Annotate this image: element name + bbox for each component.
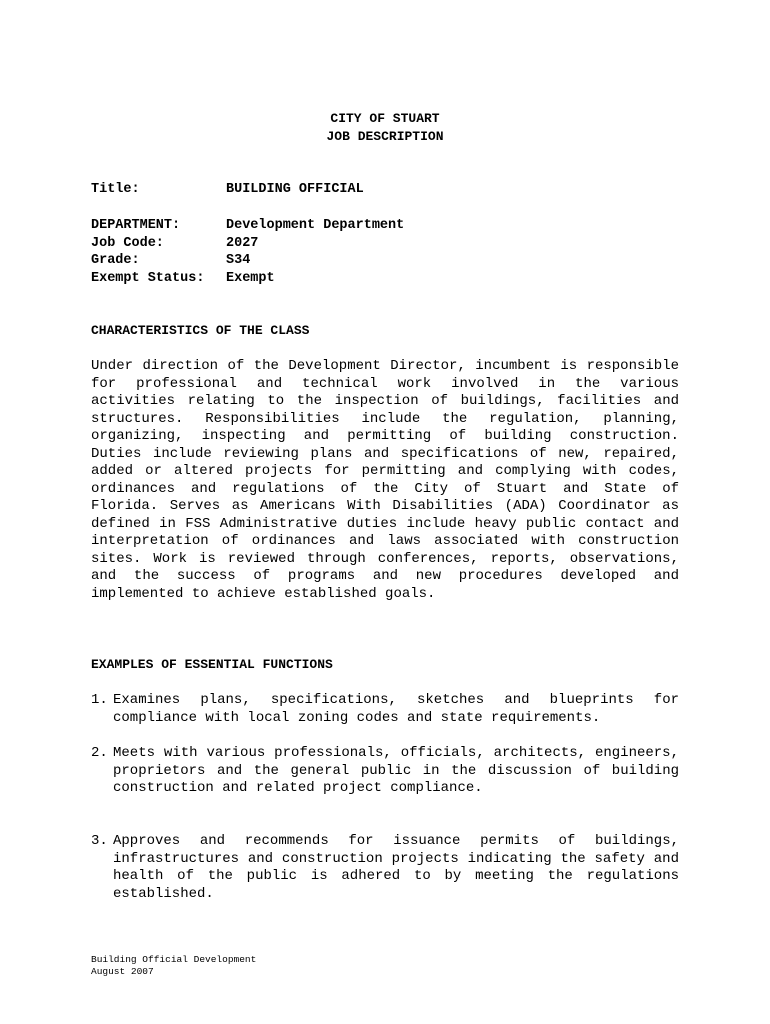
grade-label: Grade: [91,253,140,268]
field-row-exempt-status [91,270,404,288]
list-item-text: Approves and recommends for issuance permits of buildings, infrastructures and construction projects indicating the safety and health of the public is adhered to by meeting the regulations established. [113,833,679,902]
footer-date: August 2007 [91,966,154,977]
page-footer [91,954,256,978]
exempt-status-label: Exempt Status: [91,270,205,286]
grade-value: S34 [226,253,251,268]
title-field-block [91,181,364,199]
job-info-fields [91,217,404,287]
department-label: DEPARTMENT: [91,218,181,233]
document-header [0,110,770,146]
title-value: BUILDING OFFICIAL [226,182,364,197]
field-row-title [91,181,364,199]
list-item-text: Meets with various professionals, officials, architects, engineers, proprietors and the general public in the discussion of building construction and related project compliance. [113,745,679,796]
characteristics-heading: CHARACTERISTICS OF THE CLASS [91,323,310,338]
job-code-value: 2027 [226,235,259,251]
title-label: Title: [91,182,140,197]
field-row-department [91,217,404,235]
department-value: Development Department [226,218,405,233]
job-code-label: Job Code: [91,235,164,251]
essential-functions-heading: EXAMPLES OF ESSENTIAL FUNCTIONS [91,657,333,672]
field-row-job-code [91,235,404,253]
list-item [91,833,679,903]
exempt-status-value: Exempt [226,270,275,286]
characteristics-paragraph: Under direction of the Development Director, incumbent is responsible for professional and technical work involved in the various activities relating to the inspection of buildings, facilities and structures. Responsibilities include the regulation, planning, organizing, inspecting and permitting of building construction. Duties include reviewing plans and specifications of new, repaired, added or altered projects for permitting and complying with codes, ordinances and regulations of the City of Stuart and State of Florida. Serves as Americans With Disabilities (ADA) Coordinator as defined in FSS Administrative duties include heavy public contact and interpretation of ordinances and laws associated with construction sites. Work is reviewed through conferences, reports, observations, and the success of programs and new procedures developed and implemented to achieve established goals. [91,358,679,602]
list-item [91,692,679,727]
field-row-grade [91,252,404,270]
document-type: JOB DESCRIPTION [326,129,444,144]
organization-name: CITY OF STUART [330,111,440,126]
footer-document-name: Building Official Development [91,954,257,965]
list-item-number: 1. [91,692,108,708]
list-item [91,745,679,798]
list-item-text: Examines plans, specifications, sketches and blueprints for compliance with local zoning codes and state requirements. [113,692,679,726]
list-item-number: 2. [91,745,108,761]
list-item-number: 3. [91,833,108,849]
